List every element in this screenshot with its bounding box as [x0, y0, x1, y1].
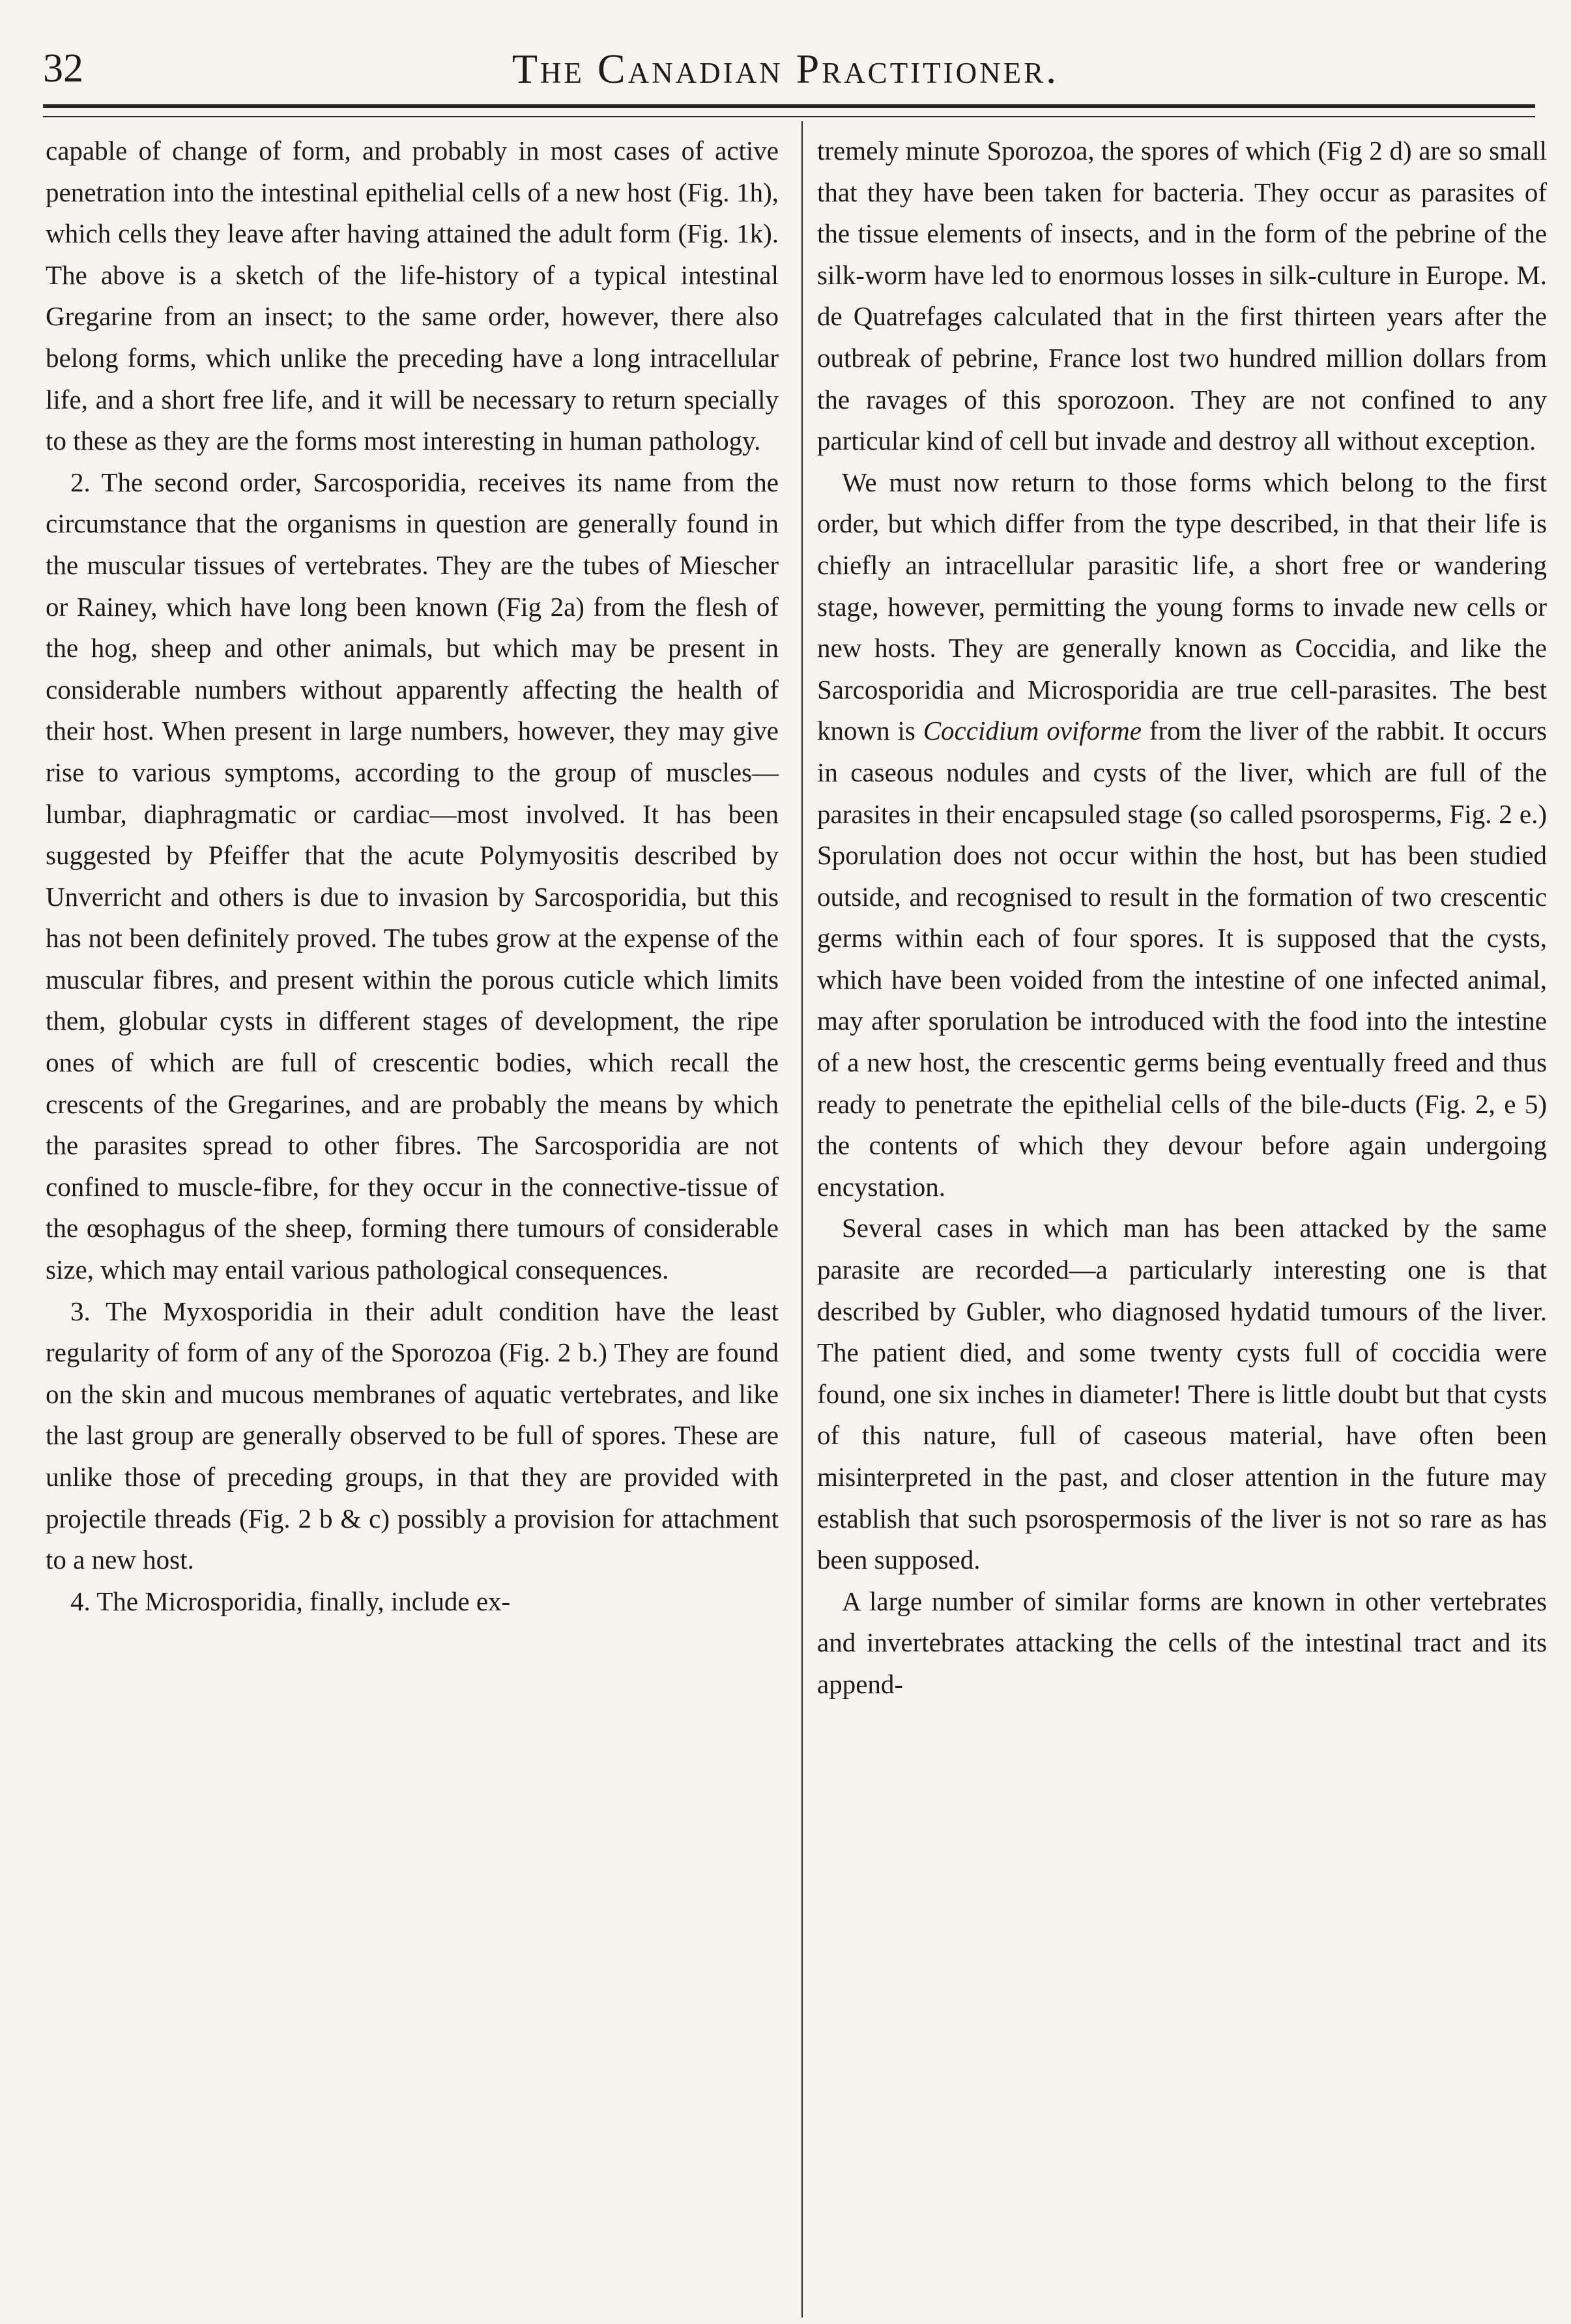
paragraph: 4. The Microsporidia, finally, include ex- — [70, 1586, 511, 1616]
paragraph-text: from the liver of the rabbit. It occurs in caseous nodules and cysts of the liver, which are full of the parasites in their encapsuled stage (so called psorosperms, Fig. 2 e.) Sporulation does not occur within the host, but has been studied outside, and recognised to result in the formation of two crescentic germs within each of four spores. It is supposed that the cysts, which have been voided from the intestine of one infected animal, may after sporulation be introduced with the food into the intestine of a new host, the crescentic germs being eventually freed and thus ready to penetrate the epithelial cells of the bile-ducts (Fig. 2, e 5) the contents of which they devour before again undergoing encystation. — [817, 716, 1547, 1202]
header-rule-thick — [43, 104, 1535, 108]
paragraph: 3. The Myxosporidia in their adult condition have the least regularity of form of any of the Sporozoa (Fig. 2 b.) They are found on the skin and mucous membranes of aquatic vertebrates, and like the last group are generally observed to be full of spores. These are unlike those of preceding groups, in that they are provided with projectile threads (Fig. 2 b & c) possibly a provision for attachment to a new host. — [46, 1296, 779, 1575]
column-divider — [801, 121, 803, 2317]
paragraph: A large number of similar forms are known in other vertebrates and invertebrates attacking the cells of the intestinal tract and its append- — [817, 1586, 1547, 1699]
left-column — [46, 130, 779, 1622]
paragraph-text: We must now return to those forms which belong to the first order, but which differ from the type described, in that their life is chiefly an intracellular parasitic life, a short free or wandering stage, however, permitting the young forms to invade new cells or new hosts. They are generally known as Coccidia, and like the Sarcosporidia and Microsporidia are true cell-parasites. The best known is — [817, 467, 1547, 746]
species-name: Coccidium oviforme — [923, 716, 1142, 746]
paragraph: tremely minute Sporozoa, the spores of which (Fig 2 d) are so small that they have been taken for bacteria. They occur as parasites of the tissue elements of insects, and in the form of the pebrine of the silk-worm have led to enormous losses in silk-culture in Europe. M. de Quatrefages calculated that in the first thirteen years after the outbreak of pebrine, France lost two hundred million dollars from the ravages of this sporozoon. They are not confined to any particular kind of cell but invade and destroy all without exception. — [817, 136, 1547, 456]
page-number: 32 — [43, 46, 83, 91]
paragraph — [817, 462, 1547, 1208]
paragraph: Several cases in which man has been attacked by the same parasite are recorded—a particularly interesting one is that described by Gubler, who diagnosed hydatid tumours of the liver. The patient died, and some twenty cysts full of coccidia were found, one six inches in diameter! There is little doubt but that cysts of this nature, full of caseous material, have often been misinterpreted in the past, and closer attention in the future may establish that such psorospermosis of the liver is not so rare as has been supposed. — [817, 1213, 1547, 1575]
right-column — [817, 130, 1547, 1706]
header-rule-thin — [43, 116, 1535, 117]
paragraph: 2. The second order, Sarcosporidia, receives its name from the circumstance that the organisms in question are generally found in the muscular tissues of vertebrates. They are the tubes of Miescher or Rainey, which have long been known (Fig 2a) from the flesh of the hog, sheep and other animals, but which may be present in considerable numbers without apparently affecting the health of their host. When present in large numbers, however, they may give rise to various symptoms, according to the group of muscles—lumbar, diaphragmatic or cardiac—most involved. It has been suggested by Pfeiffer that the acute Polymyositis described by Unverricht and others is due to invasion by Sarcosporidia, but this has not been definitely proved. The tubes grow at the expense of the muscular fibres, and present within the porous cuticle which limits them, globular cysts in different stages of development, the ripe ones of which are full of crescentic bodies, which recall the crescents of the Gregarines, and are probably the means by which the parasites spread to other fibres. The Sarcosporidia are not confined to muscle-fibre, for they occur in the connective-tissue of the œsophagus of the sheep, forming there tumours of considerable size, which may entail various pathological consequences. — [46, 467, 779, 1285]
running-head: The Canadian Practitioner. — [512, 46, 1059, 92]
paragraph: capable of change of form, and probably in most cases of active penetration into the intestinal epithelial cells of a new host (Fig. 1h), which cells they leave after having attained the adult form (Fig. 1k). The above is a sketch of the life-history of a typical intestinal Gregarine from an insect; to the same order, however, there also belong forms, which unlike the preceding have a long intracellular life, and a short free life, and it will be necessary to return specially to these as they are the forms most interesting in human pathology. — [46, 136, 779, 456]
